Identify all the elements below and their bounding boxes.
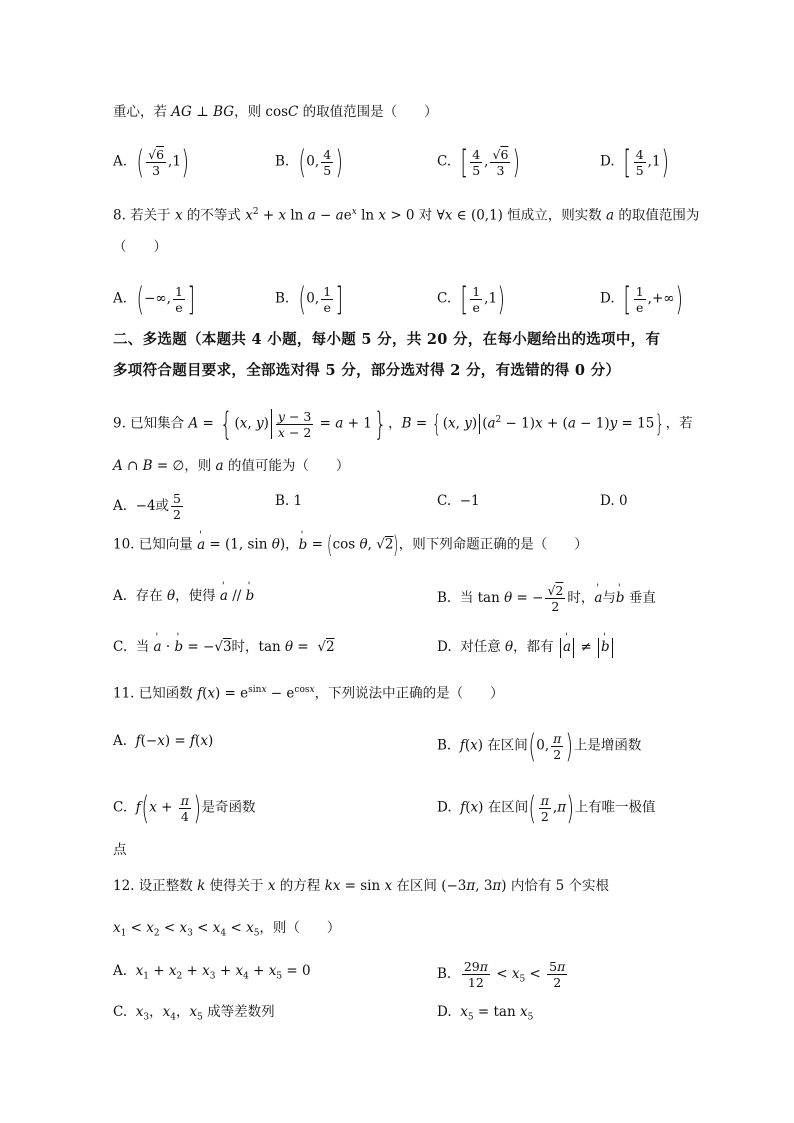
- q8-option-a[interactable]: A. (−∞, $\frac{1}{e}$ ]: [113, 280, 195, 318]
- q7-option-a[interactable]: A. ( $\frac{√6}{3}$ ,1): [113, 143, 189, 181]
- q8-option-b[interactable]: B. (0, $\frac{1}{e}$ ]: [275, 280, 344, 318]
- q8-blank: （ ）: [113, 239, 167, 255]
- q12-option-b[interactable]: B. $\frac{29\pi}{12}$ < $x_5$ < $\frac{5\pi}{2}$: [437, 959, 566, 990]
- q11-tail: 点: [113, 842, 127, 858]
- q10-option-a[interactable]: A. 存在 θ，使得 ' a // ' b: [113, 586, 254, 606]
- q9-option-d[interactable]: D. 0: [600, 493, 628, 509]
- q9-option-a[interactable]: A. −4或 $\frac{5}{2}$: [113, 491, 181, 522]
- q8-option-d[interactable]: D. [ $\frac{1}{e}$ ,+∞): [600, 280, 683, 318]
- q12-stem2: $x_1 < x_2 < x_3 < x_4 < x_5$，则（ ）: [113, 920, 341, 939]
- q7-option-b[interactable]: B. (0, $\frac{4}{5}$ ): [275, 143, 344, 181]
- q9-option-c[interactable]: C. −1: [437, 493, 480, 509]
- q11-option-b[interactable]: B. f(x) 在区间(0, $\frac{\pi}{2}$ )上是增函数: [437, 727, 642, 765]
- q9-option-b[interactable]: B. 1: [275, 493, 303, 509]
- q7-option-c[interactable]: C. [ $\frac{4}{5}$ , $\frac{√6}{3}$ ): [437, 143, 521, 181]
- q12-option-c[interactable]: C. $x_3$，$x_4$，$x_5$ 成等差数列: [113, 1004, 275, 1023]
- section-heading-line2: 多项符合题目要求，全部选对得 5 分，部分选对得 2 分，有选错的得 0 分）: [113, 362, 621, 379]
- q9-stem2: A ∩ B = ∅，则 a 的值可能为（ ）: [113, 458, 350, 474]
- q10-option-b[interactable]: B. 当 tan θ = − $\frac{√2}{2}$ 时，' a与' b 垂直: [437, 583, 656, 614]
- q8-option-c[interactable]: C. [ $\frac{1}{e}$ ,1): [437, 280, 506, 318]
- q7-option-d[interactable]: D. [ $\frac{4}{5}$ ,1): [600, 143, 669, 181]
- q10-stem: 10. 已知向量 ' a = (1, sin θ)，' b = (cos θ, √2)，则下列命题正确的是（ ）: [113, 533, 588, 557]
- q12-option-a[interactable]: A. $x_1 + x_2 + x_3 + x_4 + x_5 = 0$: [113, 963, 311, 982]
- q11-option-a[interactable]: A. f(−x) = f(x): [113, 733, 214, 749]
- q8-stem: 8. 若关于 x 的不等式 $x^2 + x$ $\ln a - ae^x$ ln x > 0 对 ∀x ∈ (0,1) 恒成立，则实数 a 的取值范围为: [113, 207, 700, 224]
- q9-stem: 9. 已知集合 A = { (x, y) $\frac{y - 3}{x - 2}$ = a + 1} ，B = {(x, y) $(a^2 - 1)x + (a - 1)y = 15$}，若: [113, 405, 693, 443]
- section-heading-line1: 二、多选题（本题共 4 小题，每小题 5 分，共 20 分，在每小题给出的选项中，有: [113, 331, 661, 348]
- q11-option-c[interactable]: C. f(x + $\frac{\pi}{4}$ )是奇函数: [113, 789, 256, 827]
- q11-stem: 11. 已知函数 $f(x) = e^{sinx} - e^{cosx}$，下列说法中正确的是（ ）: [113, 685, 504, 702]
- q12-option-d[interactable]: D. $x_5 = \tan x_5$: [437, 1004, 534, 1023]
- q7-stem: 重心，若 AG ⊥ BG，则 cosC 的取值范围是（ ）: [113, 104, 438, 120]
- q10-option-c[interactable]: C. 当 ' a · ' b = −√3时，tan θ = √2: [113, 637, 335, 657]
- q11-option-d[interactable]: D. f(x) 在区间( $\frac{\pi}{2}$ ,π)上有唯一极值: [437, 789, 656, 827]
- q12-stem: 12. 设正整数 k 使得关于 x 的方程 kx = sin x 在区间 (−3π, 3π) 内恰有 5 个实根: [113, 878, 610, 894]
- q10-option-d[interactable]: D. 对任意 θ，都有 ' a ≠ ' b: [437, 637, 615, 658]
